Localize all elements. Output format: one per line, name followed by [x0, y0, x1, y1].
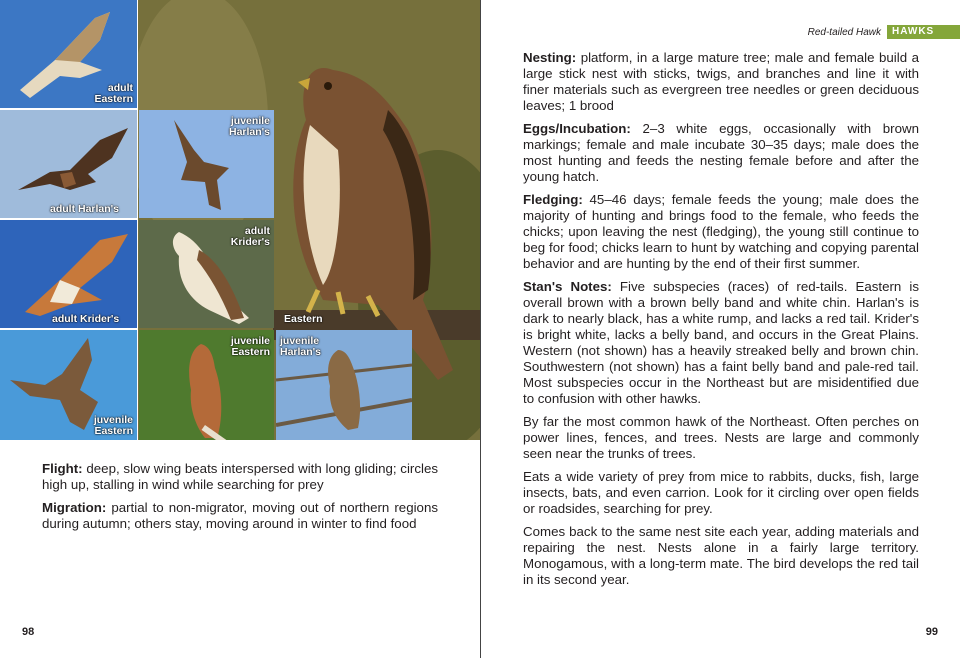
flight-paragraph: [42, 461, 438, 493]
eggs-text: 2–3 white eggs, occasionally with brown markings; female and male incubate 30–35 days; male does the most hunting and feeds the nesting female before and after the young hatch.: [523, 121, 919, 184]
eggs-label: Eggs/Incubation:: [523, 121, 631, 136]
fledging-paragraph: [523, 192, 919, 272]
photo-label-eastern: Eastern: [284, 314, 323, 325]
photo-adult-kriders: [0, 220, 137, 328]
eggs-paragraph: [523, 121, 919, 185]
photo-collage: [0, 0, 480, 440]
photo-label-juvenile-eastern-perched: juvenile Eastern: [230, 335, 270, 358]
fledging-label: Fledging:: [523, 192, 583, 207]
photo-juvenile-eastern-perched: [139, 330, 274, 440]
migration-label: Migration:: [42, 500, 107, 515]
photo-label-adult-eastern: adult Eastern: [94, 82, 133, 105]
photo-label-adult-harlans: adult Harlan's: [50, 203, 120, 215]
photo-label-adult-kriders: adult Krider's: [52, 313, 120, 325]
migration-paragraph: [42, 500, 438, 532]
left-text-block: [42, 461, 438, 539]
right-text-block: [523, 50, 919, 595]
common-hawk-paragraph: [523, 414, 919, 462]
photo-adult-kriders-perched: [139, 220, 274, 328]
photo-adult-harlans: [0, 110, 137, 218]
page-number-right: 99: [925, 626, 938, 638]
photo-label-juvenile-harlans-bottom: juvenile Harlan's: [280, 335, 322, 358]
flight-label: Flight:: [42, 461, 83, 476]
header-species: Red-tailed Hawk: [807, 26, 881, 38]
migration-text: partial to non-migrator, moving out of northern regions during autumn; others stay, moving around in winter to find food: [42, 500, 438, 531]
header-group-band: HAWKS: [887, 25, 960, 39]
photo-label-juvenile-harlans-top: juvenile Harlan's: [228, 115, 270, 138]
common-hawk-text: By far the most common hawk of the Northeast. Often perches on power lines, fences, and trees. Nests are large and commonly seen near the trunks of trees.: [523, 414, 919, 461]
nesting-text: platform, in a large mature tree; male and female build a large stick nest with sticks, twigs, and branches and line it with finer materials such as evergreen tree needles or green deciduous leaves; 1 brood: [523, 50, 919, 113]
diet-paragraph: [523, 469, 919, 517]
nesting-label: Nesting:: [523, 50, 577, 65]
photo-adult-eastern: [0, 0, 137, 108]
photo-label-adult-kriders-small: adult Krider's: [230, 225, 270, 248]
eastern-label-wrap: [284, 314, 344, 328]
photo-juvenile-harlans-top: [139, 110, 274, 218]
photo-juvenile-eastern-flight: [0, 330, 137, 440]
flight-text: deep, slow wing beats interspersed with long gliding; circles high up, stalling in wind while searching for prey: [42, 461, 438, 492]
photo-label-juvenile-eastern-flight: juvenile Eastern: [93, 414, 133, 437]
fledging-text: 45–46 days; female feeds the young; male does the majority of hunting and brings food to the female, who feeds the chicks; upon leaving the nest (fledging), the young still continue to beg for food; chicks learn to hunt by watching and copying parental behavior and are hunting by the end of their first summer.: [523, 192, 919, 271]
photo-juvenile-harlans-bottom: [276, 330, 412, 440]
stans-notes-label: Stan's Notes:: [523, 279, 612, 294]
nesting-paragraph: [523, 50, 919, 114]
nest-site-paragraph: [523, 524, 919, 588]
running-header: [808, 25, 960, 39]
page-number-left: 98: [22, 626, 35, 638]
diet-text: Eats a wide variety of prey from mice to rabbits, ducks, fish, large insects, bats, and even carrion. Look for it circling over open fields or roadsides, searching for prey.: [523, 469, 919, 516]
stans-notes-text: Five subspecies (races) of red-tails. Eastern is overall brown with a brown belly band and white chin. Harlan's is dark to nearly black, has a white rump, and lacks a red tail. Krider's is bright white, lacks a belly band, and occurs in the Great Plains. Western (not shown) has a heavily streaked belly and brown chin. Southwestern (not shown) has a faint belly band and pale-red tail. Most subspecies occur in the Northeast but are misidentified due to confusion with other hawks.: [523, 279, 919, 406]
stans-notes-paragraph: [523, 279, 919, 407]
nest-site-text: Comes back to the same nest site each year, adding materials and repairing the nest. Nests alone in a fairly large territory. Monogamous, with a long-term mate. The bird develops the red tail in its second year.: [523, 524, 919, 587]
right-page: [481, 0, 960, 658]
